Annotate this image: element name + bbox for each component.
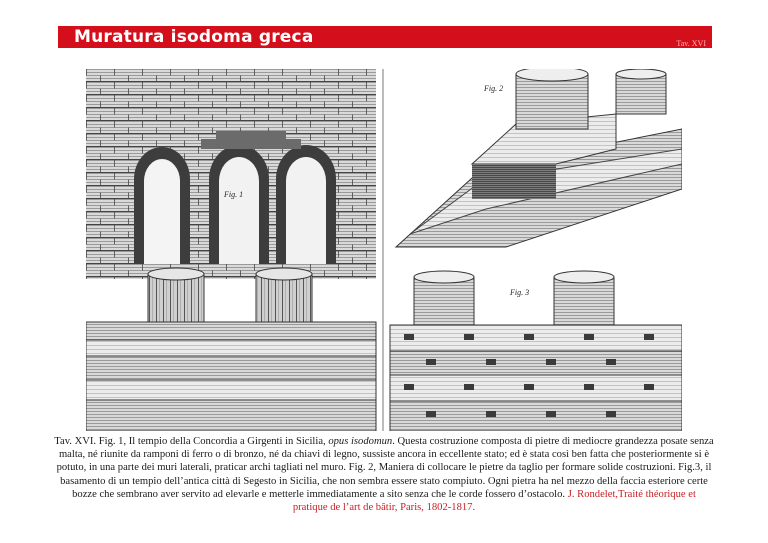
engraving-plate (86, 69, 682, 431)
caption-text-part2: . Questa costruzione composta di pietre di mediocre grandezza posate senza malta, né riunite da ramponi di ferro o di bronzo, né da chiavi di legno, sussiste ancora in eccellente stato; ed è stata così ben fatta che posteriormente si è potuto, in una parte dei muri laterali, praticar archi tagliati nel muro. Fig. 2, Maniera di collocare le pietre da taglio per formare solide costruzioni. Fig.3, il basamento di un tempio dell’antica città di Segesto in Sicilia, che non sembra essere stato compiuto. Ogni pietra ha nel mezzo della faccia esteriore certe bozze che sembrano aver servito ad elevarle e metterle immediatamente a sito senza che le corde fossero d’ostacolo. (56, 436, 714, 500)
title-bar (58, 26, 712, 48)
figure-caption (54, 435, 714, 514)
caption-italic-term: opus isodomun (328, 436, 393, 447)
caption-reference: J. Rondelet,Traité théorique et pratique de l’art de bâtir, Paris, 1802-1817. (292, 488, 696, 514)
figure-2-steps (390, 69, 682, 254)
caption-text-part1: Tav. XVI. Fig. 1, Il tempio della Concordia a Girgenti in Sicilia, (54, 436, 329, 447)
figure-2-label: Fig. 2 (484, 84, 504, 93)
figure-1-wall (86, 69, 376, 431)
figure-3-label: Fig. 3 (510, 288, 530, 297)
plate-number: Tav. XVI (676, 39, 706, 48)
figure-3-basement (390, 267, 682, 431)
figure-1-label: Fig. 1 (224, 190, 244, 199)
slide-title: Muratura isodoma greca (74, 27, 314, 47)
